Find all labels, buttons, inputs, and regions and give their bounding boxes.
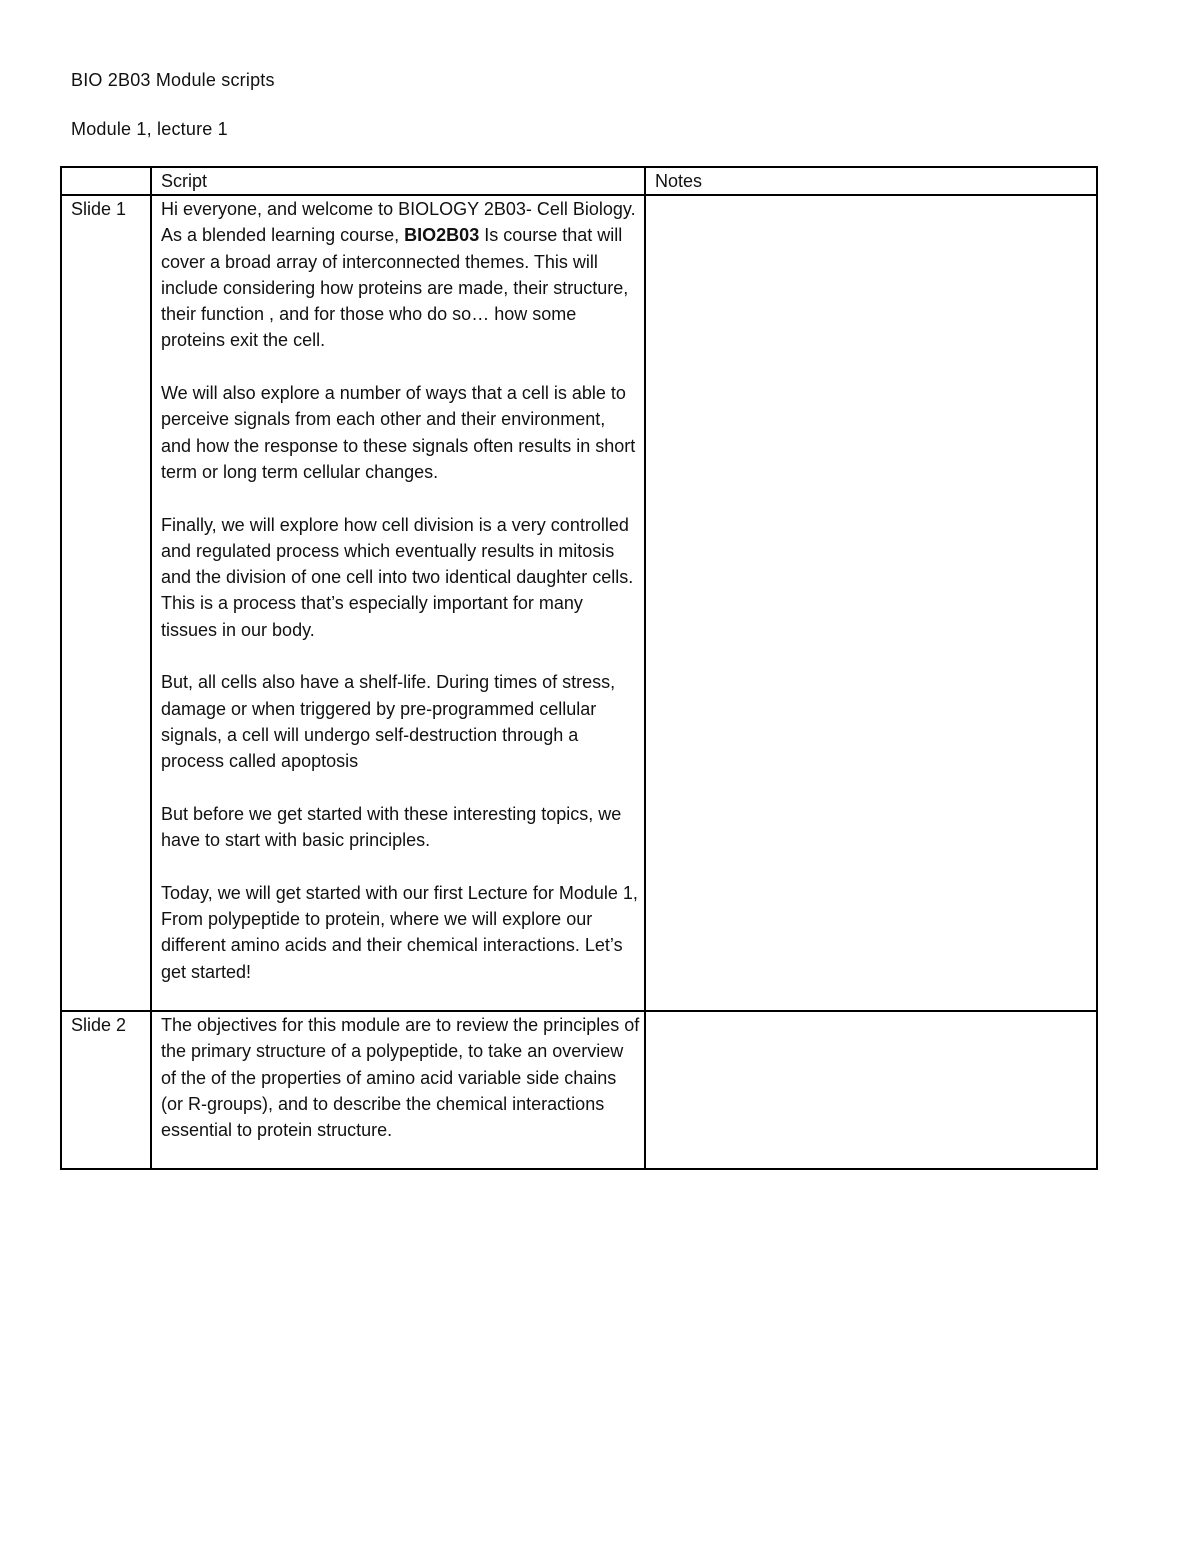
script-table xyxy=(60,166,1098,1170)
script-paragraph: Finally, we will explore how cell division is a very controlled and regulated process which eventually results in mitosis and the division of one cell into two identical daughter cells. This is a process that’s especially important for many tissues in our body. xyxy=(161,514,634,640)
script-paragraph: The objectives for this module are to review the principles of the primary structure of a polypeptide, to take an overview of the of the properties of amino acid variable side chains (or R-groups), and to describe the chemical interactions essential to protein structure. xyxy=(161,1015,640,1141)
script-cell xyxy=(151,195,645,1011)
header-slide xyxy=(61,167,151,195)
script-paragraph: But, all cells also have a shelf-life. During times of stress, damage or when triggered by pre-programmed cellular signals, a cell will undergo self-destruction through a process called apoptosis xyxy=(161,672,616,772)
script-paragraph: We will also explore a number of ways that a cell is able to perceive signals from each other and their environment, and how the response to these signals often results in short term or long term cellular changes. xyxy=(161,383,636,482)
notes-cell xyxy=(645,1011,1097,1169)
script-paragraph: But before we get started with these interesting topics, we have to start with basic principles. xyxy=(161,803,622,851)
document-subtitle: Module 1, lecture 1 xyxy=(71,119,228,139)
header-notes: Notes xyxy=(645,167,1097,195)
script-text: Hi everyone, and welcome to BIOLOGY 2B03- Cell Biology. As a blended learning course, xyxy=(161,199,636,246)
document-title: BIO 2B03 Module scripts xyxy=(71,70,275,90)
table-row xyxy=(61,1011,1097,1169)
script-paragraph xyxy=(161,196,640,354)
script-text: Is course that will cover a broad array of interconnected themes. This will include considering how proteins are made, their structure, their function , and for those who do so… how some proteins exit the cell. xyxy=(161,225,629,351)
slide-label: Slide 1 xyxy=(61,195,151,1011)
script-cell xyxy=(151,1011,645,1169)
table-row xyxy=(61,195,1097,1011)
header-script: Script xyxy=(151,167,645,195)
slide-label: Slide 2 xyxy=(61,1011,151,1169)
script-paragraph: Today, we will get started with our first Lecture for Module 1, From polypeptide to protein, where we will explore our different amino acids and their chemical interactions. Let’s get started! xyxy=(161,882,638,982)
course-code-bold: BIO2B03 xyxy=(404,225,480,246)
table-header-row xyxy=(61,167,1097,195)
notes-cell xyxy=(645,195,1097,1011)
